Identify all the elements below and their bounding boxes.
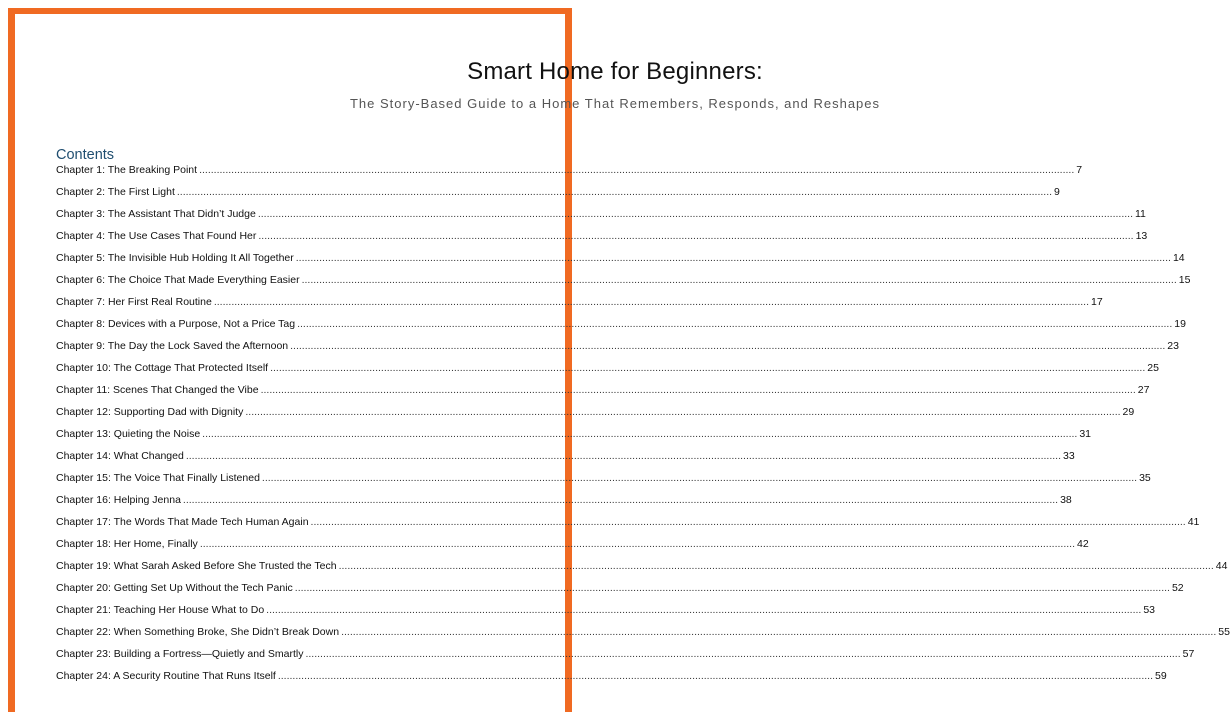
- toc-entry-label: Chapter 3: The Assistant That Didn’t Judge: [56, 208, 256, 220]
- toc-dot-leader: ............................................................................................................................................................................................................................................................................................................: [261, 472, 1138, 484]
- toc-dot-leader: ............................................................................................................................................................................................................................................................................................................: [341, 626, 1217, 638]
- toc-entry-page-number: 9: [1054, 186, 1060, 198]
- toc-dot-leader: ............................................................................................................................................................................................................................................................................................................: [202, 428, 1078, 440]
- toc-entry-page-number: 29: [1122, 406, 1135, 418]
- toc-entry-label: Chapter 8: Devices with a Purpose, Not a Price Tag: [56, 318, 296, 330]
- toc-dot-leader: ............................................................................................................................................................................................................................................................................................................: [213, 296, 1089, 308]
- book-subtitle: The Story-Based Guide to a Home That Remembers, Responds, and Reshapes: [349, 96, 881, 111]
- toc-entry[interactable]: [56, 274, 1191, 296]
- toc-entry-page-number: 44: [1215, 560, 1228, 572]
- toc-entry[interactable]: [56, 384, 1150, 406]
- toc-entry-label: Chapter 17: The Words That Made Tech Human Again: [56, 516, 309, 528]
- toc-entry-label: Chapter 19: What Sarah Asked Before She Trusted the Tech: [56, 560, 337, 572]
- toc-entry-page-number: 42: [1076, 538, 1089, 550]
- toc-entry-label: Chapter 5: The Invisible Hub Holding It All Together: [56, 252, 294, 264]
- toc-entry[interactable]: [56, 208, 1146, 230]
- toc-entry-page-number: 52: [1171, 582, 1184, 594]
- toc-entry-label: Chapter 16: Helping Jenna: [56, 494, 181, 506]
- toc-dot-leader: ............................................................................................................................................................................................................................................................................................................: [245, 406, 1121, 418]
- toc-dot-leader: ............................................................................................................................................................................................................................................................................................................: [297, 318, 1173, 330]
- toc-dot-leader: ............................................................................................................................................................................................................................................................................................................: [199, 538, 1075, 550]
- toc-entry-page-number: 59: [1155, 670, 1167, 682]
- toc-entry-page-number: 41: [1187, 516, 1200, 528]
- toc-dot-leader: ............................................................................................................................................................................................................................................................................................................: [305, 648, 1181, 660]
- toc-dot-leader: ............................................................................................................................................................................................................................................................................................................: [260, 384, 1136, 396]
- toc-entry[interactable]: [56, 340, 1179, 362]
- toc-entry[interactable]: [56, 494, 1072, 516]
- toc-entry[interactable]: [56, 428, 1092, 450]
- toc-entry[interactable]: [56, 516, 1200, 538]
- toc-entry[interactable]: [56, 164, 1083, 186]
- toc-dot-leader: ............................................................................................................................................................................................................................................................................................................: [185, 450, 1062, 462]
- toc-entry-page-number: 11: [1135, 208, 1146, 220]
- toc-entry-page-number: 17: [1091, 296, 1103, 308]
- toc-entry[interactable]: [56, 560, 1228, 582]
- toc-entry[interactable]: [56, 450, 1075, 472]
- toc-dot-leader: ............................................................................................................................................................................................................................................................................................................: [310, 516, 1186, 528]
- toc-entry[interactable]: [56, 296, 1103, 318]
- toc-dot-leader: ............................................................................................................................................................................................................................................................................................................: [199, 164, 1075, 176]
- toc-entry-label: Chapter 21: Teaching Her House What to Do: [56, 604, 265, 616]
- toc-entry-label: Chapter 1: The Breaking Point: [56, 164, 198, 176]
- toc-entry-label: Chapter 6: The Choice That Made Everything Easier: [56, 274, 300, 286]
- toc-entry[interactable]: [56, 186, 1060, 208]
- toc-entry[interactable]: [56, 582, 1184, 604]
- toc-entry[interactable]: [56, 670, 1167, 692]
- toc-entry-label: Chapter 18: Her Home, Finally: [56, 538, 198, 550]
- toc-entry-label: Chapter 24: A Security Routine That Runs Itself: [56, 670, 276, 682]
- toc-entry-page-number: 19: [1174, 318, 1186, 330]
- toc-dot-leader: ............................................................................................................................................................................................................................................................................................................: [338, 560, 1214, 572]
- toc-entry-label: Chapter 22: When Something Broke, She Didn’t Break Down: [56, 626, 340, 638]
- toc-entry-label: Chapter 7: Her First Real Routine: [56, 296, 212, 308]
- toc-entry-page-number: 27: [1137, 384, 1150, 396]
- contents-heading: Contents: [56, 147, 115, 163]
- toc-entry[interactable]: [56, 230, 1148, 252]
- toc-entry-label: Chapter 4: The Use Cases That Found Her: [56, 230, 257, 242]
- toc-entry-label: Chapter 2: The First Light: [56, 186, 175, 198]
- toc-entry-page-number: 57: [1182, 648, 1195, 660]
- toc-entry[interactable]: [56, 406, 1135, 428]
- toc-entry-page-number: 14: [1172, 252, 1185, 264]
- toc-entry-label: Chapter 13: Quieting the Noise: [56, 428, 201, 440]
- toc-entry-label: Chapter 20: Getting Set Up Without the Tech Panic: [56, 582, 293, 594]
- toc-dot-leader: ............................................................................................................................................................................................................................................................................................................: [295, 252, 1171, 264]
- toc-entry[interactable]: [56, 252, 1185, 274]
- toc-dot-leader: ............................................................................................................................................................................................................................................................................................................: [294, 582, 1170, 594]
- toc-entry[interactable]: [56, 472, 1151, 494]
- toc-entry[interactable]: [56, 318, 1186, 340]
- toc-entry-page-number: 35: [1139, 472, 1151, 484]
- toc-dot-leader: ............................................................................................................................................................................................................................................................................................................: [290, 340, 1166, 352]
- toc-dot-leader: ............................................................................................................................................................................................................................................................................................................: [270, 362, 1146, 374]
- toc-dot-leader: ............................................................................................................................................................................................................................................................................................................: [176, 186, 1053, 198]
- book-title: Smart Home for Beginners:: [467, 58, 763, 85]
- toc-entry[interactable]: [56, 648, 1195, 670]
- toc-entry-page-number: 31: [1079, 428, 1092, 440]
- toc-dot-leader: ............................................................................................................................................................................................................................................................................................................: [266, 604, 1142, 616]
- table-of-contents: [56, 164, 1230, 692]
- toc-entry[interactable]: [56, 538, 1089, 560]
- toc-entry[interactable]: [56, 604, 1156, 626]
- toc-dot-leader: ............................................................................................................................................................................................................................................................................................................: [277, 670, 1154, 682]
- toc-dot-leader: ............................................................................................................................................................................................................................................................................................................: [182, 494, 1059, 506]
- toc-entry-page-number: 55: [1218, 626, 1230, 638]
- toc-entry-label: Chapter 15: The Voice That Finally Listened: [56, 472, 260, 484]
- toc-entry-page-number: 13: [1135, 230, 1148, 242]
- toc-entry-page-number: 15: [1178, 274, 1191, 286]
- toc-dot-leader: ............................................................................................................................................................................................................................................................................................................: [301, 274, 1177, 286]
- toc-entry[interactable]: [56, 362, 1159, 384]
- toc-entry-label: Chapter 14: What Changed: [56, 450, 184, 462]
- toc-entry-label: Chapter 12: Supporting Dad with Dignity: [56, 406, 244, 418]
- toc-entry[interactable]: [56, 626, 1230, 648]
- toc-dot-leader: ............................................................................................................................................................................................................................................................................................................: [258, 230, 1134, 242]
- toc-entry-page-number: 7: [1076, 164, 1083, 176]
- toc-entry-page-number: 33: [1063, 450, 1075, 462]
- toc-dot-leader: ............................................................................................................................................................................................................................................................................................................: [257, 208, 1133, 220]
- toc-entry-label: Chapter 9: The Day the Lock Saved the Afternoon: [56, 340, 289, 352]
- toc-entry-page-number: 23: [1167, 340, 1179, 352]
- toc-entry-page-number: 53: [1143, 604, 1156, 616]
- toc-entry-label: Chapter 23: Building a Fortress—Quietly and Smartly: [56, 648, 304, 660]
- toc-entry-label: Chapter 11: Scenes That Changed the Vibe: [56, 384, 259, 396]
- toc-entry-label: Chapter 10: The Cottage That Protected Itself: [56, 362, 269, 374]
- toc-entry-page-number: 38: [1060, 494, 1072, 506]
- toc-entry-page-number: 25: [1147, 362, 1159, 374]
